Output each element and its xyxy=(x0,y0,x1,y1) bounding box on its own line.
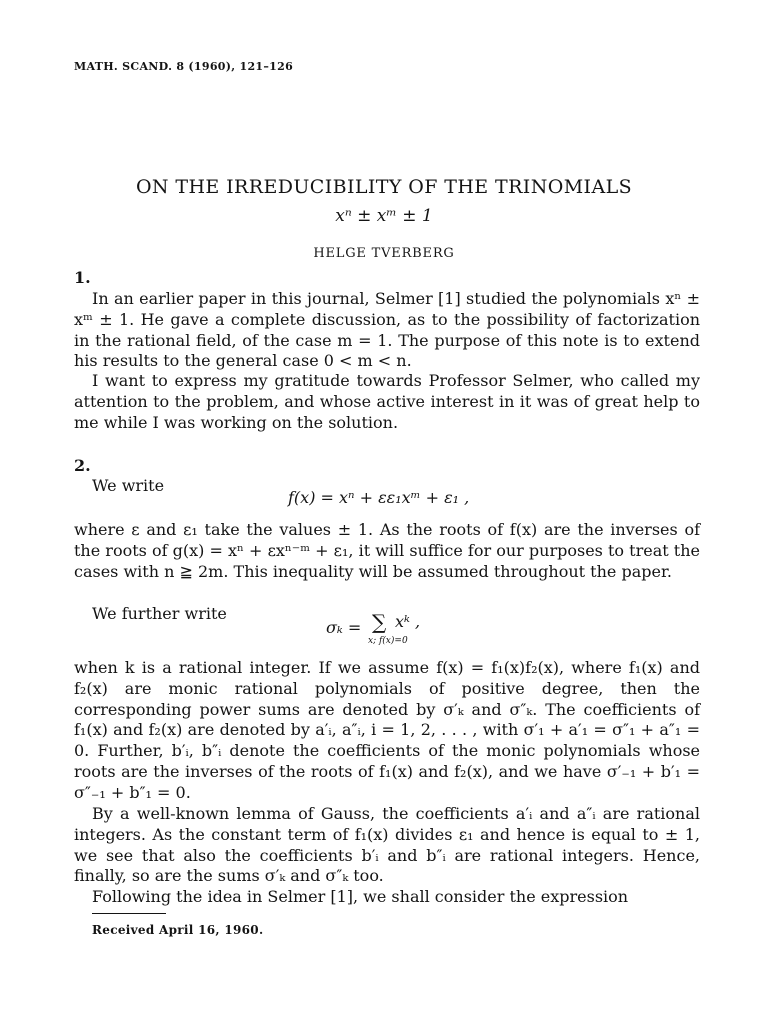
summation-sign: ∑ xyxy=(372,610,387,634)
section-1-heading: 1. xyxy=(74,268,91,287)
equation-f: f(x) = xⁿ + εε₁xᵐ + ε₁ , xyxy=(288,488,470,507)
equation-sigma-lhs: σₖ = xyxy=(326,618,362,637)
section-2-paragraph-3: By a well-known lemma of Gauss, the coefficients a′ᵢ and a″ᵢ are rational integers. As the constant term of f₁(x) divides ε₁ and hence is equal to ± 1, we see that also the coefficients b′ᵢ and b″ᵢ are rational integers. Hence, finally, so are the sums σ′ₖ and σ″ₖ too. xyxy=(74,804,700,886)
article-title: ON THE IRREDUCIBILITY OF THE TRINOMIALS xyxy=(135,176,633,198)
section-2-paragraph-4: Following the idea in Selmer [1], we shall consider the expression xyxy=(92,887,629,906)
journal-reference: MATH. SCAND. 8 (1960), 121–126 xyxy=(74,60,294,73)
equation-sigma-rhs: xᵏ , xyxy=(395,612,421,631)
received-date-footnote: Received April 16, 1960. xyxy=(92,923,264,937)
we-further-write-label: We further write xyxy=(92,604,227,623)
section-1-paragraph-2: I want to express my gratitude towards Professor Selmer, who called my attention to the problem, and whose active interest in it was of great help to me while I was working on the solution. xyxy=(74,371,700,432)
section-2-paragraph-1: where ε and ε₁ take the values ± 1. As the roots of f(x) are the inverses of the roots of g(x) = xⁿ + εxⁿ⁻ᵐ + ε₁, it will suffice for our purposes to treat the cases with n ≧ 2m. This inequality will be assumed throughout the paper. xyxy=(74,520,700,581)
section-2-heading: 2. xyxy=(74,456,91,475)
summation-subscript: x; f(x)=0 xyxy=(368,636,408,646)
article-author: HELGE TVERBERG xyxy=(313,246,455,261)
article-subtitle: xⁿ ± xᵐ ± 1 xyxy=(335,206,433,226)
footnote-rule xyxy=(92,913,166,914)
section-2-paragraph-2: when k is a rational integer. If we assume f(x) = f₁(x)f₂(x), where f₁(x) and f₂(x) are monic rational polynomials of positive degree, then the corresponding power sums are denoted by σ′ₖ and σ″ₖ. The coefficients of f₁(x) and f₂(x) are denoted by a′ᵢ, a″ᵢ, i = 1, 2, . . . , with σ′₁ + a′₁ = σ″₁ + a″₁ = 0. Further, b′ᵢ, b″ᵢ denote the coefficients of the monic polynomials whose roots are the inverses of the roots of f₁(x) and f₂(x), and we have σ′₋₁ + b′₁ = σ″₋₁ + b″₁ = 0. xyxy=(74,658,700,802)
section-1-paragraph-1: In an earlier paper in this journal, Selmer [1] studied the polynomials xⁿ ± xᵐ ± 1. He gave a complete discussion, as to the possibility of factorization in the rational field, of the case m = 1. The purpose of this note is to extend his results to the general case 0 < m < n. xyxy=(74,289,700,371)
we-write-label: We write xyxy=(92,476,165,495)
